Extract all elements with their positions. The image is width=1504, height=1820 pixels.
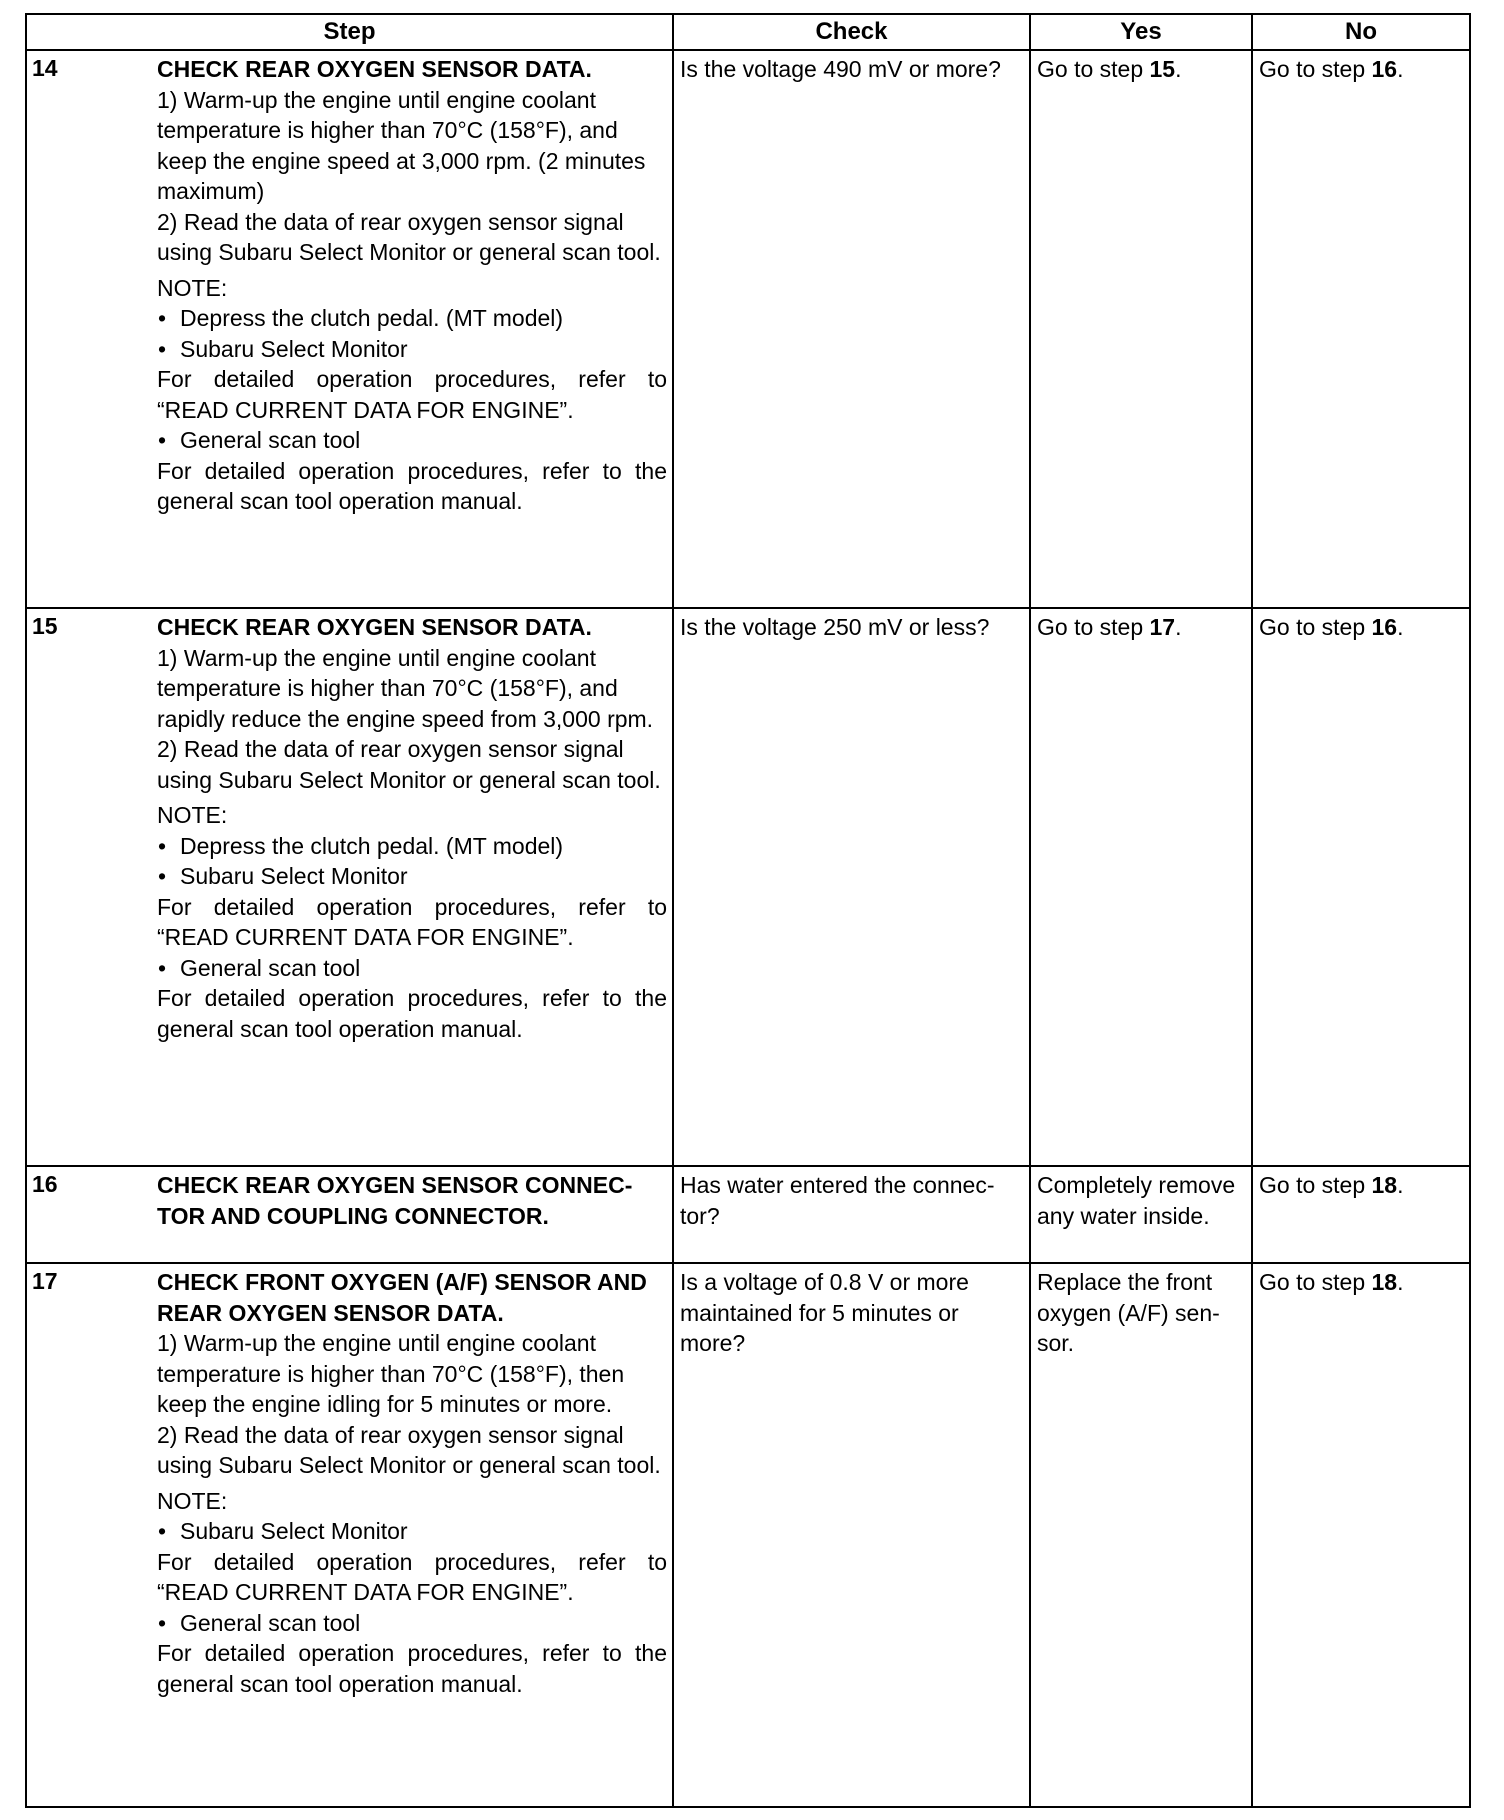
table-row xyxy=(26,608,1470,1166)
no-text: Go to step xyxy=(1259,1269,1372,1295)
note-bullet: • Depress the clutch pedal. (MT model) xyxy=(157,831,667,862)
note-label: NOTE: xyxy=(157,1487,228,1514)
step-title: CHECK REAR OXYGEN SENSOR DATA. xyxy=(157,614,592,640)
note-bullet-text: General scan tool xyxy=(180,427,361,453)
no-punct: . xyxy=(1397,614,1404,640)
note-bullet: • Subaru Select Monitor xyxy=(157,334,667,365)
no-step-number: 18 xyxy=(1371,1172,1398,1198)
step-body xyxy=(142,609,672,1044)
yes-cell: Completely remove any water inside. xyxy=(1030,1166,1252,1263)
yes-cell xyxy=(1030,608,1252,1166)
table-row xyxy=(26,1166,1470,1263)
step-instruction: 2) Read the data of rear oxygen sensor signal using Subaru Select Monitor or general scan tool. xyxy=(157,1421,661,1478)
step-number: 16 xyxy=(32,1171,58,1197)
no-punct: . xyxy=(1397,56,1404,82)
note-bullet-text: General scan tool xyxy=(180,954,361,981)
note-reference: For detailed operation procedures, refer to xyxy=(157,366,667,392)
note-bullet-text: Depress the clutch pedal. (MT model) xyxy=(180,305,564,331)
step-body xyxy=(142,1167,672,1231)
header-no: No xyxy=(1252,14,1470,50)
note-bullet-text: Depress the clutch pedal. (MT model) xyxy=(180,832,564,859)
note-reference: general scan tool operation manual. xyxy=(157,1015,523,1042)
diagnostic-table xyxy=(25,13,1471,1808)
note-label: NOTE: xyxy=(157,802,228,828)
note-bullet-text: Subaru Select Monitor xyxy=(180,863,408,889)
note-reference: “READ CURRENT DATA FOR ENGINE”. xyxy=(157,924,574,950)
note-bullet-text: Subaru Select Monitor xyxy=(180,1518,408,1544)
step-cell xyxy=(26,1263,673,1807)
note-reference: “READ CURRENT DATA FOR ENGINE”. xyxy=(157,1579,574,1605)
step-title: CHECK FRONT OXYGEN (A/F) SENSOR AND REAR OXYGEN SENSOR DATA. xyxy=(157,1269,647,1326)
no-step-number: 16 xyxy=(1371,614,1398,640)
step-instruction: 1) Warm-up the engine until engine coolant temperature is higher than 70°C (158°F), then keep the engine idling for 5 minutes or more. xyxy=(157,1330,625,1417)
yes-cell: Replace the front oxygen (A/F) sen-sor. xyxy=(1030,1263,1252,1807)
yes-text: Go to step xyxy=(1037,56,1150,82)
step-cell xyxy=(26,608,673,1166)
yes-punct: . xyxy=(1175,56,1182,82)
yes-step-number: 15 xyxy=(1149,56,1176,82)
yes-step-number: 17 xyxy=(1149,614,1176,640)
note-bullet: • General scan tool xyxy=(157,953,667,984)
no-cell xyxy=(1252,608,1470,1166)
step-cell xyxy=(26,50,673,608)
no-text: Go to step xyxy=(1259,56,1372,82)
note-bullet-text: General scan tool xyxy=(180,1609,361,1636)
table-row xyxy=(26,1263,1470,1807)
step-instruction: 2) Read the data of rear oxygen sensor signal using Subaru Select Monitor or general scan tool. xyxy=(157,208,661,265)
check-cell: Is the voltage 250 mV or less? xyxy=(673,608,1030,1166)
table-row xyxy=(26,50,1470,608)
note-reference: For detailed operation procedures, refer to xyxy=(157,893,667,920)
step-number: 14 xyxy=(32,55,58,81)
note-label: NOTE: xyxy=(157,274,228,301)
no-cell xyxy=(1252,50,1470,608)
note-bullet: • General scan tool xyxy=(157,425,667,456)
step-title: CHECK REAR OXYGEN SENSOR CONNEC-TOR AND COUPLING CONNECTOR. xyxy=(157,1172,633,1229)
no-punct: . xyxy=(1397,1172,1404,1198)
no-text: Go to step xyxy=(1259,1172,1372,1198)
check-cell: Is a voltage of 0.8 V or more maintained for 5 minutes or more? xyxy=(673,1263,1030,1807)
step-body xyxy=(142,1264,672,1699)
note-bullet: • Subaru Select Monitor xyxy=(157,861,667,892)
note-bullet: • Depress the clutch pedal. (MT model) xyxy=(157,303,667,334)
no-step-number: 18 xyxy=(1371,1269,1398,1295)
check-cell: Has water entered the connec-tor? xyxy=(673,1166,1030,1263)
yes-cell xyxy=(1030,50,1252,608)
step-number: 17 xyxy=(32,1268,58,1294)
no-cell xyxy=(1252,1166,1470,1263)
no-text: Go to step xyxy=(1259,614,1372,640)
no-cell xyxy=(1252,1263,1470,1807)
no-step-number: 16 xyxy=(1371,56,1398,82)
step-title: CHECK REAR OXYGEN SENSOR DATA. xyxy=(157,56,592,82)
note-bullet: • General scan tool xyxy=(157,1608,667,1639)
step-number: 15 xyxy=(32,613,58,639)
note-reference: For detailed operation procedures, refer to the xyxy=(157,1640,667,1666)
yes-punct: . xyxy=(1175,614,1182,640)
note-reference: “READ CURRENT DATA FOR ENGINE”. xyxy=(157,396,574,423)
no-punct: . xyxy=(1397,1269,1404,1295)
check-cell: Is the voltage 490 mV or more? xyxy=(673,50,1030,608)
yes-text: Go to step xyxy=(1037,614,1150,640)
header-yes: Yes xyxy=(1030,14,1252,50)
note-reference: For detailed operation procedures, refer to the xyxy=(157,457,667,484)
step-instruction: 2) Read the data of rear oxygen sensor signal using Subaru Select Monitor or general scan tool. xyxy=(157,736,661,793)
step-body xyxy=(142,51,672,517)
note-reference: general scan tool operation manual. xyxy=(157,1670,523,1697)
header-step: Step xyxy=(26,14,673,50)
step-cell xyxy=(26,1166,673,1263)
step-instruction: 1) Warm-up the engine until engine coolant temperature is higher than 70°C (158°F), and keep the engine speed at 3,000 rpm. (2 minutes maximum) xyxy=(157,86,646,204)
note-reference: For detailed operation procedures, refer to the xyxy=(157,985,667,1011)
diagnostic-table-container xyxy=(25,13,1469,1806)
note-bullet: • Subaru Select Monitor xyxy=(157,1516,667,1547)
step-instruction: 1) Warm-up the engine until engine coolant temperature is higher than 70°C (158°F), and rapidly reduce the engine speed from 3,000 rpm. xyxy=(157,644,654,732)
note-bullet-text: Subaru Select Monitor xyxy=(180,335,408,362)
note-reference: For detailed operation procedures, refer to xyxy=(157,1548,667,1575)
note-reference: general scan tool operation manual. xyxy=(157,488,523,514)
table-header-row xyxy=(26,14,1470,50)
header-check: Check xyxy=(673,14,1030,50)
